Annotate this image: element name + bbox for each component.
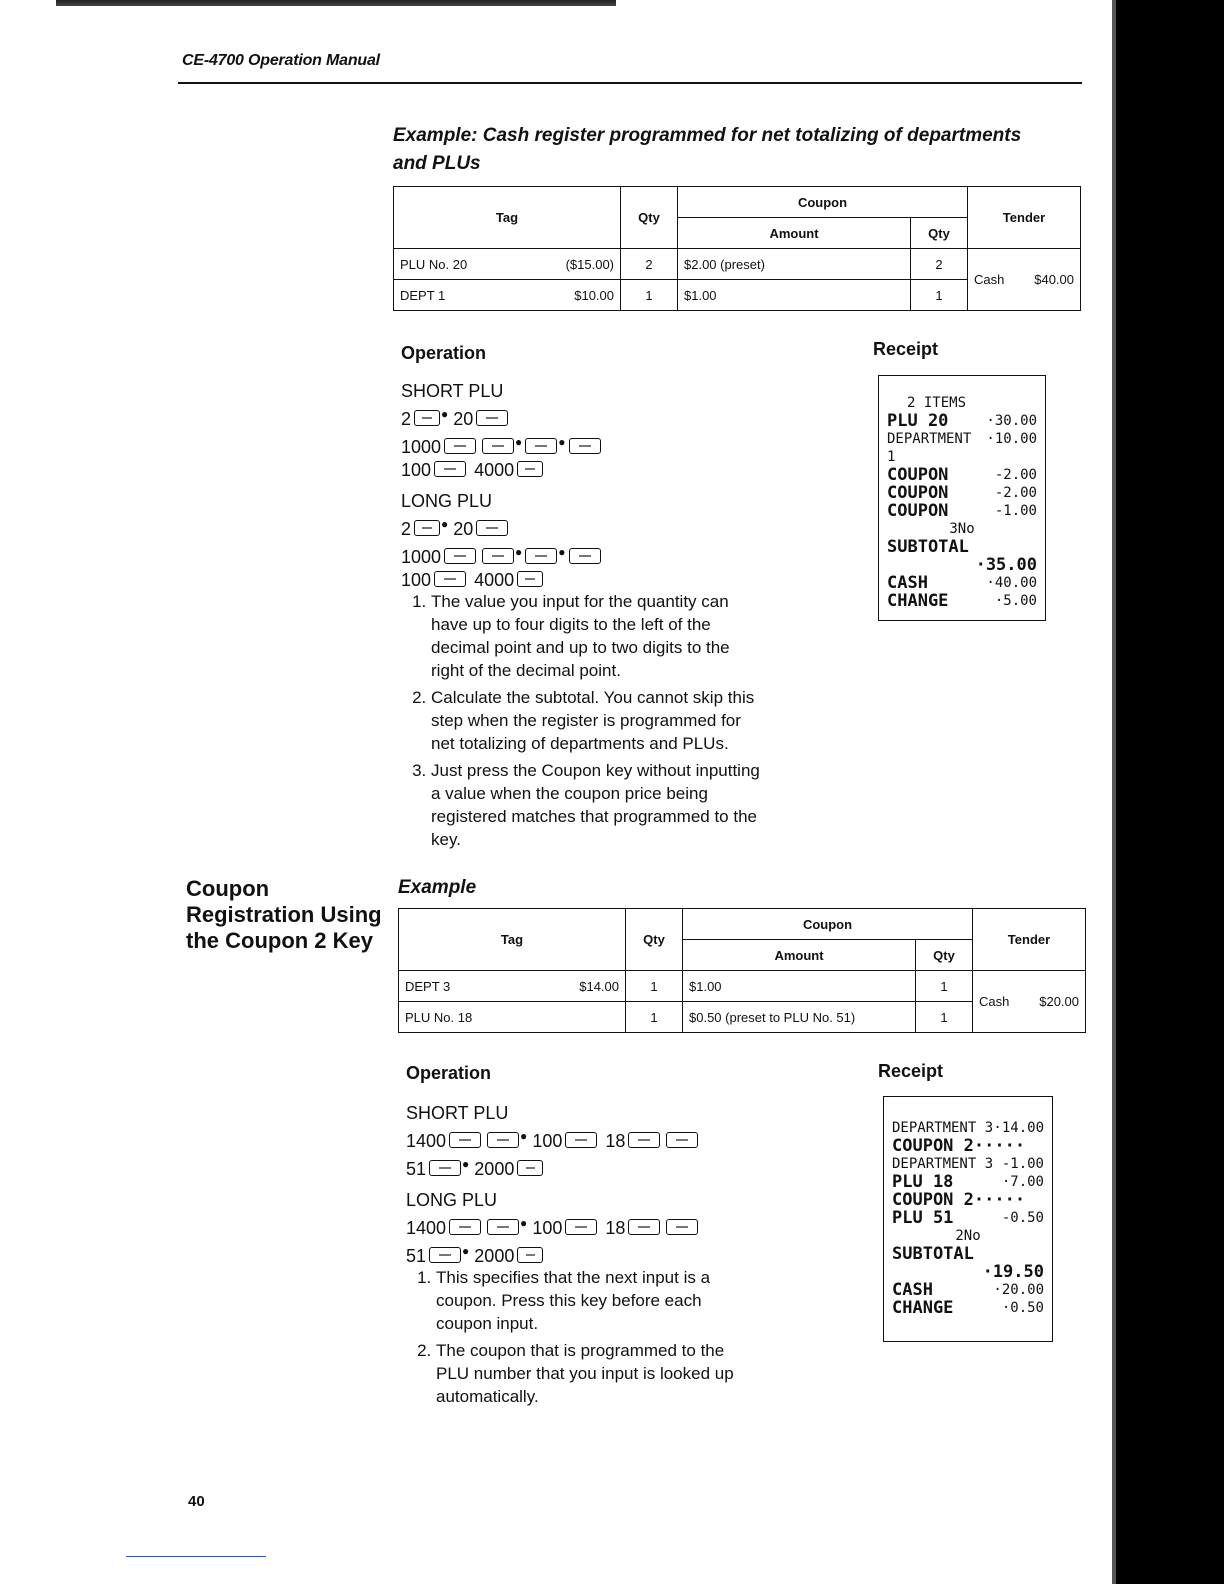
col-tag: Tag: [394, 187, 621, 249]
short-plu-key: [628, 1132, 660, 1148]
receipt-heading: Receipt: [873, 339, 939, 359]
cash-amt-tend-key: [517, 571, 543, 587]
plu-key: [476, 520, 508, 536]
col-coupon: Coupon: [678, 187, 968, 218]
plu-key: [429, 1247, 461, 1263]
example2-title: Example: [398, 877, 477, 898]
plu-key: [628, 1219, 660, 1235]
dept-1-key: [444, 548, 476, 564]
col-tender: Tender: [973, 909, 1086, 971]
col-amount: Amount: [678, 218, 911, 249]
section-heading: Coupon Registration Using the Coupon 2 Key: [186, 876, 382, 953]
header-rule: [178, 82, 1082, 84]
dept-3-key: [449, 1132, 481, 1148]
manual-title: CE-4700 Operation Manual: [182, 52, 380, 69]
coupon-2-key: [487, 1132, 519, 1148]
col-qty: Qty: [626, 909, 683, 971]
example-table: [393, 186, 1081, 311]
col-coupon-qty: Qty: [916, 940, 973, 971]
table-row: PLU No. 20 ($15.00) 2 $2.00 (preset) 2 Cash $40.00: [394, 249, 1081, 280]
short-plu-key: [476, 410, 508, 426]
receipt: 2 ITEMS PLU 20 ·30.00 DEPARTMENT 1 ·10.00 COUPON -2.00 COUPON -2.00 COUPON -1.00 3No SUBTOTAL ·35.00 CASH ·40.00 CHANGE ·5.00: [878, 375, 1046, 621]
coupon-2-key: [487, 1219, 519, 1235]
cash-amt-tend-key: [517, 461, 543, 477]
dept-1-key: [444, 438, 476, 454]
coupon-key: [434, 461, 466, 477]
operation-sequence: SHORT PLU 2 ● 20 1000 ● ● 100 4000 LONG PLU 2 ● 20 1000 ● ● 100 4000: [401, 380, 604, 600]
col-qty: Qty: [621, 187, 678, 249]
dept-3-key: [565, 1219, 597, 1235]
notes-list: [406, 1266, 756, 1412]
example2-table: [398, 908, 1086, 1033]
list-item: 2. Calculate the subtotal. You cannot skip this step when the register is programmed for net totalizing of departments and PLUs.: [431, 686, 761, 755]
list-item: 3. Just press the Coupon key without inputting a value when the coupon price being registered matches that programmed to the key.: [431, 759, 761, 851]
col-coupon-qty: Qty: [911, 218, 968, 249]
page-number: 40: [188, 1493, 205, 1510]
short-plu-key: [429, 1160, 461, 1176]
coupon-key: [525, 548, 557, 564]
list-item: 2. The coupon that is programmed to the PLU number that you input is looked up automatically.: [436, 1339, 756, 1408]
cash-amt-tend-key: [517, 1247, 543, 1263]
dept-3-key: [449, 1219, 481, 1235]
notes-list: [401, 590, 761, 855]
col-amount: Amount: [683, 940, 916, 971]
receipt-heading: Receipt: [878, 1061, 944, 1081]
col-tag: Tag: [399, 909, 626, 971]
coupon-key: [569, 548, 601, 564]
dept-3-key: [565, 1132, 597, 1148]
coupon-key: [434, 571, 466, 587]
tender-cell: Cash $40.00: [968, 249, 1081, 311]
operation-sequence: SHORT PLU 1400 ● 100 18 51 ● 2000 LONG PLU 1400 ● 100 18 51 ● 2000: [406, 1102, 701, 1276]
x-date-time-key: [414, 520, 440, 536]
col-tender: Tender: [968, 187, 1081, 249]
subtotal-key: [482, 548, 514, 564]
x-date-time-key: [414, 410, 440, 426]
table-row: DEPT 1 $10.00 1 $1.00 1: [394, 280, 1081, 311]
coupon-2-key: [666, 1132, 698, 1148]
list-item: 1. The value you input for the quantity can have up to four digits to the left of the decimal point and up to two digits to the right of the decimal point.: [431, 590, 761, 682]
subtotal-key: [482, 438, 514, 454]
coupon-key: [525, 438, 557, 454]
footer-rule: [126, 1556, 266, 1557]
col-coupon: Coupon: [683, 909, 973, 940]
operation-heading: Operation: [406, 1063, 492, 1083]
tender-cell: Cash $20.00: [973, 971, 1086, 1033]
coupon-key: [569, 438, 601, 454]
top-scan-rule: [56, 0, 616, 6]
receipt: DEPARTMENT 3 ·14.00 COUPON 2····· DEPARTMENT 3 -1.00 PLU 18 ·7.00 COUPON 2····· PLU 51 -0.50 2No SUBTOTAL ·19.50 CASH ·20.00 CHANGE ·0.50: [883, 1096, 1053, 1342]
table-row: PLU No. 18 1 $0.50 (preset to PLU No. 51) 1: [399, 1002, 1086, 1033]
scan-edge: [1116, 0, 1224, 1584]
coupon-2-key: [666, 1219, 698, 1235]
cash-amt-tend-key: [517, 1160, 543, 1176]
operation-heading: Operation: [401, 343, 487, 363]
example-title: Example: Cash register programmed for net totalizing of departments and PLUs: [393, 125, 1022, 174]
list-item: 1. This specifies that the next input is a coupon. Press this key before each coupon input.: [436, 1266, 756, 1335]
table-row: DEPT 3 $14.00 1 $1.00 1 Cash $20.00: [399, 971, 1086, 1002]
